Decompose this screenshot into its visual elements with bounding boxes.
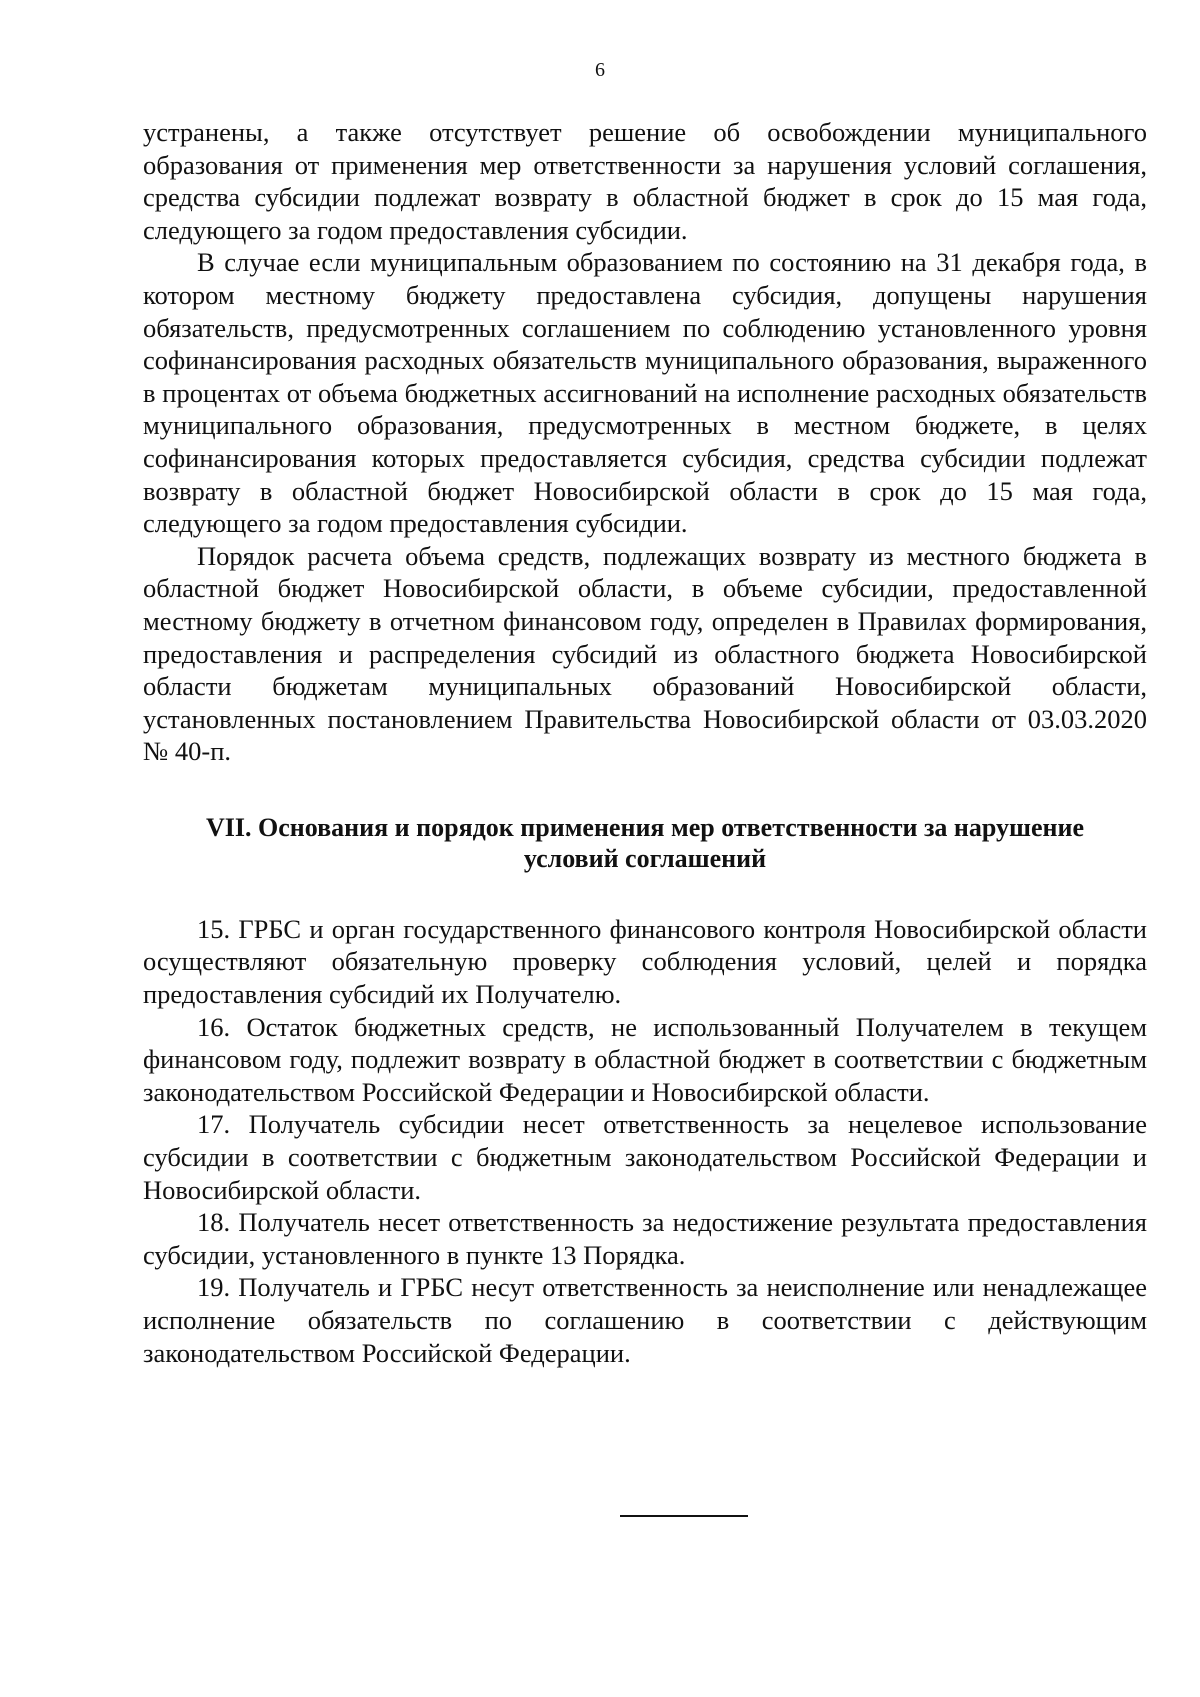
clause-19: 19. Получатель и ГРБС несут ответственность за неисполнение или ненадлежащее исполнение обязательств по соглашению в соответствии с действующим законодательством Российской Федерации.	[143, 1272, 1147, 1368]
clause-18: 18. Получатель несет ответственность за недостижение результата предоставления субсидии, установленного в пункте 13 Порядка.	[143, 1207, 1147, 1270]
document-body	[143, 116, 1147, 1369]
paragraph-continuation: устранены, а также отсутствует решение об освобождении муниципального образования от применения мер ответственности за нарушения условий соглашения, средства субсидии подлежат возврату в областной бюджет в срок до 15 мая года, следующего за годом предоставления субсидии.	[143, 117, 1147, 245]
end-of-document-line	[620, 1515, 748, 1517]
paragraph-refund-cofinancing: В случае если муниципальным образованием по состоянию на 31 декабря года, в котором местному бюджету предоставлена субсидия, допущены нарушения обязательств, предусмотренных соглашением по соблюдению установленного уровня софинансирования расходных обязательств муниципального образования, выраженного в процентах от объема бюджетных ассигнований на исполнение расходных обязательств муниципального образования, предусмотренных в местном бюджете, в целях софинансирования которых предоставляется субсидия, средства субсидии подлежат возврату в областной бюджет Новосибирской области в срок до 15 мая года, следующего за годом предоставления субсидии.	[143, 247, 1147, 539]
clause-16: 16. Остаток бюджетных средств, не использованный Получателем в текущем финансовом году, подлежит возврату в областной бюджет в соответствии с бюджетным законодательством Российской Федерации и Новосибирской области.	[143, 1011, 1147, 1107]
clause-15: 15. ГРБС и орган государственного финансового контроля Новосибирской области осуществляют обязательную проверку соблюдения условий, целей и порядка предоставления субсидий их Получателю.	[143, 913, 1147, 1010]
page-number: 6	[595, 59, 605, 81]
clause-17: 17. Получатель субсидии несет ответственность за нецелевое использование субсидии в соответствии с бюджетным законодательством Российской Федерации и Новосибирской области.	[143, 1109, 1147, 1205]
section-heading	[143, 812, 1147, 874]
section-heading-line-1: VII. Основания и порядок применения мер ответственности за нарушение	[205, 812, 1084, 842]
paragraph-refund-calculation: Порядок расчета объема средств, подлежащих возврату из местного бюджета в областной бюджет Новосибирской области, в объеме субсидии, предоставленной местному бюджету в отчетном финансовом году, определен в Правилах формирования, предоставления и распределения субсидий из областного бюджета Новосибирской области бюджетам муниципальных образований Новосибирской области, установленных постановлением Правительства Новосибирской области от 03.03.2020 № 40-п.	[143, 540, 1147, 767]
section-heading-line-2: условий соглашений	[523, 843, 767, 873]
